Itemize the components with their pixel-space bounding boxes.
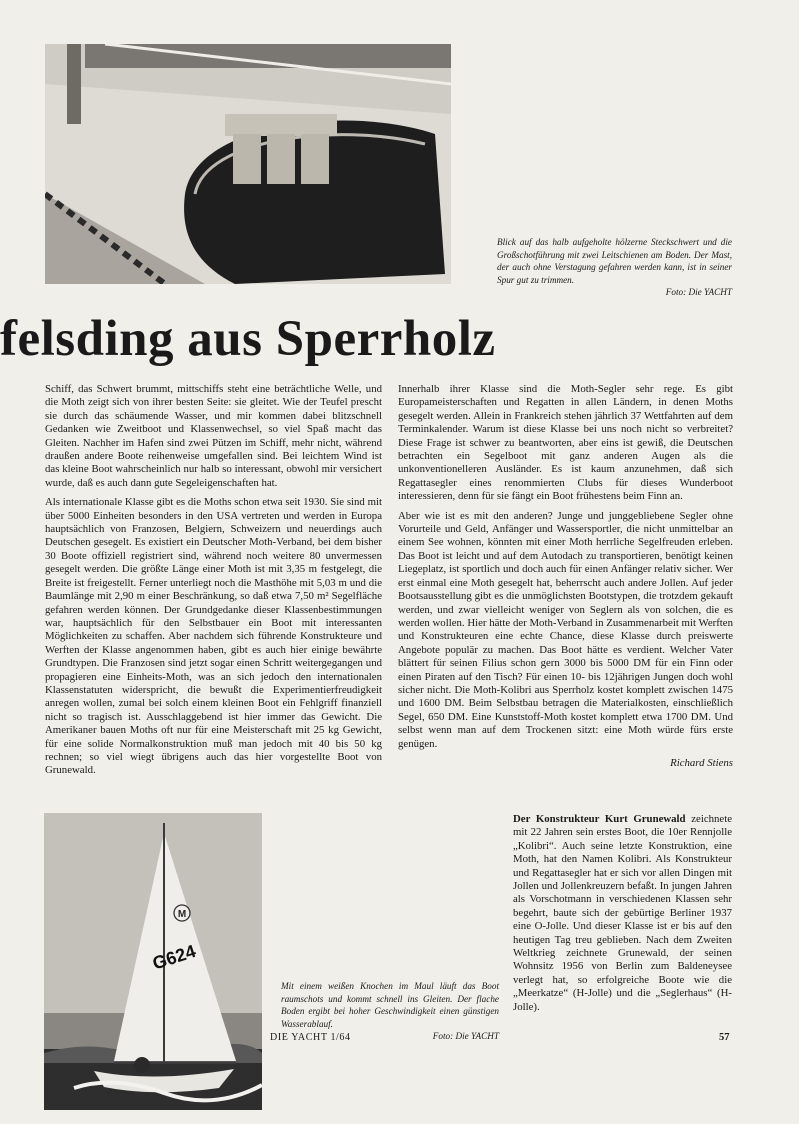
designer-bio: [513, 813, 732, 1014]
left-column: [45, 383, 382, 784]
sail-number: G624: [150, 940, 199, 974]
right-paragraph: Aber wie ist es mit den anderen? Junge und junggebliebene Segler ohne Vorurteile und Geld, Anfänger und Wassersportler, die nicht unmittelbar an einem See wohnen, könnten mit einer Moth herrliche Segelfreuden erleben. Das Boot ist leicht und auf dem Autodach zu transportieren, benötigt keinen Liegeplatz, ist sportlich und doch auch für einen Anfänger relativ sicher. Wer erst einmal eine Moth gesegelt hat, beherrscht auch andere Jollen. Auf jeder Bootsausstellung gibt es die unmöglichsten Bootstypen, die trotzdem gekauft werden, und zwar vielleicht weniger von Seglern als von solchen, die es werden wollen. Hier hätte der Moth-Verband in Zusammenarbeit mit Werften und Konstrukteuren eine echte Chance, diese Klasse durch preiswerte Angebote populär zu machen. Das Boot hätte es verdient. Welcher Vater blättert für seinen Filius schon gern 3000 bis 5000 DM für ein Finn oder einen Piraten auf den Tisch? Für einen 10- bis 12jährigen Jungen doch wohl sicher nicht. Die Moth-Kolibri aus Sperrholz kostet komplett zwischen 1475 und 1600 DM. Beim Selbstbau betragen die Materialkosten, einschließlich Segel, 650 DM. Eine Kunststoff-Moth kostet komplett etwa 1700 DM. Und selbst wenn man auf dem Trockenen sitzt: eine Moth würde fürs erste genügen.: [398, 509, 733, 750]
bio-lead: Der Konstrukteur Kurt Grunewald: [513, 813, 686, 825]
publication-footer: DIE YACHT 1/64: [270, 1032, 351, 1043]
boat-deck-photo: [45, 44, 451, 284]
bottom-caption-text: Mit einem weißen Knochen im Maul läuft das Boot raumschots und kommt schnell ins Gleiten. Der flache Boden ergibt bei hoher Geschwindigkeit einen günstigen Wasserablauf.: [281, 981, 499, 1029]
right-paragraph: Innerhalb ihrer Klasse sind die Moth-Segler sehr rege. Es gibt Europameisterschaften und Regatten in allen Ländern, in denen Moths gesegelt werden. Allein in Frankreich stehen jährlich 37 Wettfahrten auf dem Terminkalender. Warum ist diese Klasse bei uns noch nicht so verbreitet? Diese Frage ist schwer zu beantworten, aber eins ist gewiß, die Deutschen betrachten ein Segelboot mit ganz anderen Augen als die unkonventionelleren Ausländer. Es ist kaum anzunehmen, daß sich Regattasegler eines renommierten Clubs für dieses Wunderboot interessieren, denn für sie fängt ein Boot frühestens beim Finn an.: [398, 383, 733, 503]
right-column: [398, 383, 733, 770]
article-headline: felsding aus Sperrholz: [0, 311, 496, 367]
top-caption-credit: Foto: Die YACHT: [665, 287, 732, 297]
sail-emblem: M: [177, 909, 187, 920]
page-number: 57: [719, 1032, 730, 1043]
bottom-caption-credit: Foto: Die YACHT: [432, 1031, 499, 1041]
sailing-dinghy-photo: [44, 813, 262, 1110]
author-byline: Richard Stiens: [670, 756, 733, 769]
boat-deck-illustration: [45, 44, 451, 284]
top-caption-text: Blick auf das halb aufgeholte hölzerne Steckschwert und die Großschotführung mit zwei Leitschienen am Boden. Der Mast, der auch ohne Verstagung gefahren werden kann, ist in seiner Spur gut zu trimmen.: [497, 237, 732, 285]
top-photo-caption: [497, 236, 732, 299]
left-paragraph: Als internationale Klasse gibt es die Moths schon etwa seit 1930. Sie sind mit über 5000 Einheiten besonders in den USA vertreten und werden in Europa hauptsächlich von Franzosen, Belgiern, Schweizern und neuerdings auch Deutschen gesegelt. Es existiert ein Deutscher Moth-Verband, bei dem bisher 30 Boote offiziell registriert sind, während noch weitere 80 unvermessen gesegelt werden. Die größte Länge einer Moth ist mit 3,35 m festgelegt, die Breite ist freigestellt. Ferner unterliegt noch die Masthöhe mit 5,03 m und die Baumlänge mit 2,90 m einer Beschränkung, so daß etwa 7,50 m² Segelfläche gefahren werden können. Der Grundgedanke dieser Klassenbestimmungen war, hauptsächlich für den Selbstbauer ein Boot mit interessanten Möglichkeiten zu schaffen. Aber nachdem sich führende Konstrukteure und Werften der Klasse angenommen haben, gibt es auch hier einige bewährte Grundtypen. Die Franzosen sind jetzt sogar einen Schritt weitergegangen und propagieren eine Einheits-Moth, was an sich jedoch den internationalen Klassenstatuten widerspricht, die bewußt die Experimentierfreudigkeit anregen wollen, zumal bei solch einem kleinen Boot ein Fehlgriff finanziell nicht so tragisch ist. Ausschlaggebend ist hier immer das Gewicht. Die Amerikaner bauen Moths oft nur für eine Meisterschaft mit 25 kg Gewicht, für eine solide Normalkonstruktion muß man jedoch mit 40 bis 50 kg rechnen; so viel wiegt übrigens auch das hier vorgestellte Boot von Grunewald.: [45, 496, 382, 777]
sailing-dinghy-illustration: [44, 813, 262, 1110]
left-paragraph: Schiff, das Schwert brummt, mittschiffs steht eine beträchtliche Welle, und die Moth zeigt sich von ihrer besten Seite: sie gleitet. Wie der Teufel prescht sie durch das schäumende Wasser, und mir kommen dabei blitzschnell Gedanken wie Zweitboot und Klassenwechsel, so viel Spaß macht das Gleiten. Nachher im Hafen sind zwei Pützen im Schiff, mehr nicht, während draußen andere Boote reihenweise umgefallen sind. Bei leichtem Wind ist das kleine Boot wahrscheinlich nur halb so interessant, obwohl mir versichert wurde, daß es auch dann gute Segeleigenschaften hat.: [45, 383, 382, 489]
bio-text: zeichnete mit 22 Jahren sein erstes Boot, die 10er Rennjolle „Kolibri“. Auch seine letzte Konstruktion, eine Moth, hat den Namen Kolibri. Als Konstrukteur und Regattasegler hat er sich vor allen Dingen mit Jollen und Jollenkreuzern befaßt. In jungen Jahren als Vorschotmann in verschiedenen Klassen sehr begehrt, baute sich der gebürtige Berliner 1937 eine O-Jolle. Und dieser Klasse ist er bis auf den heutigen Tag treu geblieben. Nach dem Zweiten Weltkrieg zeichnete Grunewald, der seinen Wohnsitz 1956 von Berlin zum Baldeneysee verlegt hat, so erfolgreiche Boote wie die „Meerkatze“ (H-Jolle) und die „Seglerhaus“ (H-Jolle).: [513, 813, 732, 1013]
